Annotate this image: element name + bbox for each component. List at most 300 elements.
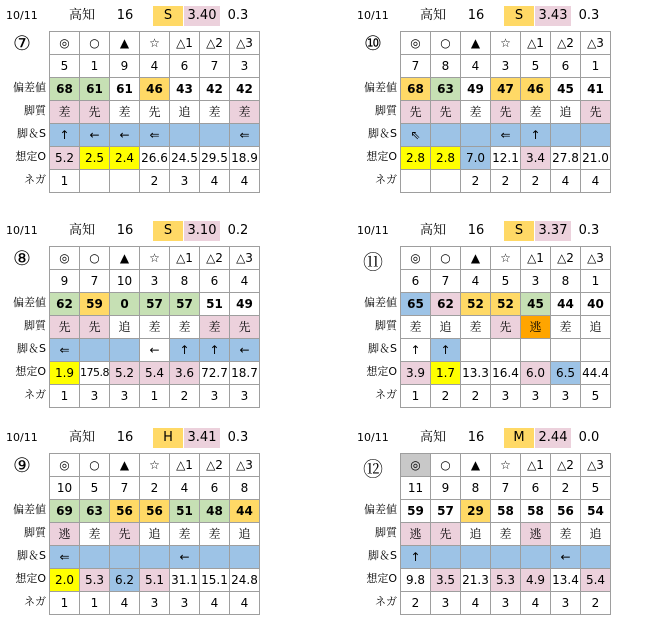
prediction-mark: ☆ [491,454,521,477]
negative-score: 3 [551,592,581,615]
expected-odds: 27.8 [551,147,581,170]
horse-number: 7 [401,55,431,78]
horse-number: 6 [200,270,230,293]
prediction-mark: △3 [581,454,611,477]
flow-arrow: ⇐ [140,124,170,147]
running-style: 逃 [521,316,551,339]
odds-total: 3.43 [535,6,571,26]
horse-number: 9 [50,270,80,293]
running-style: 先 [431,101,461,124]
expected-odds: 2.0 [50,569,80,592]
horse-number: 6 [551,55,581,78]
row-label-dev: 偏差値 [364,296,397,309]
flow-arrow [230,546,260,569]
running-style: 先 [491,316,521,339]
horse-number-row [401,55,611,78]
row-label-dev: 偏差値 [13,81,46,94]
running-style: 追 [110,316,140,339]
running-style: 追 [431,316,461,339]
prediction-mark: △1 [521,32,551,55]
row-label-odds: 想定O [366,572,397,585]
flow-arrow [170,124,200,147]
flow-arrow [80,339,110,362]
negative-score: 1 [140,385,170,408]
horse-number: 2 [551,477,581,500]
row-label-nega: ネガ [375,173,397,186]
flow-arrow: ← [551,546,581,569]
race-card [353,425,663,630]
flow-arrow-row [50,339,260,362]
negative-score: 2 [461,385,491,408]
expected-odds: 18.9 [230,147,260,170]
flow-arrow [461,124,491,147]
negative-score: 3 [491,592,521,615]
negative-score: 4 [581,170,611,193]
running-style: 差 [140,316,170,339]
deviation-value: 48 [200,500,230,523]
running-style: 差 [491,523,521,546]
running-style: 先 [50,316,80,339]
odds-gap: 0.3 [227,430,249,445]
deviation-value: 44 [551,293,581,316]
horse-number: 7 [80,270,110,293]
negative-score: 2 [170,385,200,408]
negative-score: 4 [230,170,260,193]
negative-score: 4 [200,170,230,193]
expected-odds: 18.7 [230,362,260,385]
flow-arrow [80,546,110,569]
horse-number: 6 [401,270,431,293]
expected-odds: 2.8 [401,147,431,170]
negative-score [80,170,110,193]
prediction-mark: △3 [581,32,611,55]
race-table [49,31,260,193]
flow-arrow-row [401,124,611,147]
expected-odds: 16.4 [491,362,521,385]
prediction-mark: ▲ [110,454,140,477]
race-header [353,425,663,449]
flow-arrow: ↑ [401,546,431,569]
negative-score: 2 [491,170,521,193]
flow-arrow: ← [140,339,170,362]
row-label-flow: 脚＆S [17,549,46,562]
prediction-mark-row [50,454,260,477]
flow-arrow [200,546,230,569]
prediction-mark: ◎ [50,454,80,477]
running-style: 先 [140,101,170,124]
runner-count: 16 [467,8,485,23]
race-grade-badge: M [504,428,534,448]
deviation-value: 51 [170,500,200,523]
running-style: 差 [401,316,431,339]
flow-arrow [551,339,581,362]
deviation-value: 49 [230,293,260,316]
negative-score: 4 [521,592,551,615]
expected-odds-row [50,147,260,170]
odds-total: 2.44 [535,428,571,448]
row-label-dev: 偏差値 [364,503,397,516]
negative-score: 2 [581,592,611,615]
deviation-value: 45 [521,293,551,316]
flow-arrow [431,124,461,147]
expected-odds: 13.4 [551,569,581,592]
flow-arrow: ↑ [200,339,230,362]
deviation-value: 65 [401,293,431,316]
flow-arrow: ↑ [170,339,200,362]
running-style: 差 [170,523,200,546]
deviation-value: 69 [50,500,80,523]
expected-odds: 12.1 [491,147,521,170]
running-style: 追 [140,523,170,546]
negative-score: 3 [110,385,140,408]
deviation-value: 57 [140,293,170,316]
race-date: 10/11 [357,224,389,237]
running-style: 差 [110,101,140,124]
running-style: 追 [461,523,491,546]
deviation-value: 61 [80,78,110,101]
expected-odds-row [50,569,260,592]
negative-score: 3 [140,592,170,615]
deviation-value-row [50,500,260,523]
prediction-mark: ☆ [140,247,170,270]
deviation-value: 45 [551,78,581,101]
deviation-value-row [401,78,611,101]
deviation-value: 0 [110,293,140,316]
horse-number: 9 [431,477,461,500]
prediction-mark: ◎ [50,247,80,270]
runner-count: 16 [467,430,485,445]
race-header [353,218,663,242]
prediction-mark-row [50,247,260,270]
running-style: 先 [581,101,611,124]
odds-gap: 0.3 [578,8,600,23]
deviation-value: 61 [110,78,140,101]
running-style-row [401,316,611,339]
running-style: 先 [230,316,260,339]
race-number: ⑪ [363,250,383,274]
flow-arrow: ↑ [50,124,80,147]
prediction-mark: △2 [551,247,581,270]
flow-arrow [521,546,551,569]
prediction-mark: ☆ [491,247,521,270]
running-style-row [401,523,611,546]
deviation-value: 62 [50,293,80,316]
horse-number: 4 [461,55,491,78]
flow-arrow [461,546,491,569]
prediction-mark: ▲ [110,247,140,270]
row-label-odds: 想定O [15,365,46,378]
expected-odds: 2.5 [80,147,110,170]
horse-number: 7 [110,477,140,500]
race-venue: 高知 [419,8,446,23]
race-grade-badge: S [504,221,534,241]
prediction-mark: ☆ [491,32,521,55]
prediction-mark: △2 [551,454,581,477]
negative-score: 3 [491,385,521,408]
runner-count: 16 [467,223,485,238]
negative-score: 3 [551,385,581,408]
prediction-mark: ◎ [401,32,431,55]
deviation-value: 44 [230,500,260,523]
flow-arrow-row [401,339,611,362]
expected-odds: 9.8 [401,569,431,592]
race-table [49,246,260,408]
negative-score: 2 [461,170,491,193]
deviation-value: 68 [401,78,431,101]
race-grade-badge: H [153,428,183,448]
horse-number: 10 [50,477,80,500]
odds-gap: 0.2 [227,223,249,238]
flow-arrow: ← [80,124,110,147]
race-table [49,453,260,615]
deviation-value: 63 [80,500,110,523]
prediction-mark: △3 [230,32,260,55]
horse-number: 8 [230,477,260,500]
running-style: 逃 [521,523,551,546]
horse-number: 1 [80,55,110,78]
flow-arrow: ↑ [521,124,551,147]
odds-total: 3.37 [535,221,571,241]
expected-odds: 4.9 [521,569,551,592]
flow-arrow [140,546,170,569]
flow-arrow: ← [230,339,260,362]
prediction-mark: ▲ [461,247,491,270]
odds-total: 3.10 [184,221,220,241]
race-header [2,425,312,449]
row-label-style: 脚質 [24,104,46,117]
deviation-value-row [401,500,611,523]
horse-number: 4 [461,270,491,293]
prediction-mark-row [401,247,611,270]
horse-number: 2 [140,477,170,500]
horse-number: 1 [581,55,611,78]
running-style: 差 [80,523,110,546]
prediction-mark: △3 [230,247,260,270]
row-label-dev: 偏差値 [364,81,397,94]
horse-number: 7 [200,55,230,78]
running-style: 差 [50,101,80,124]
runner-count: 16 [116,223,134,238]
prediction-mark: ☆ [140,454,170,477]
expected-odds: 5.3 [80,569,110,592]
deviation-value: 42 [200,78,230,101]
prediction-mark: ○ [80,454,110,477]
deviation-value: 51 [200,293,230,316]
negative-score: 3 [170,592,200,615]
expected-odds-row [50,362,260,385]
running-style: 差 [200,316,230,339]
deviation-value: 46 [140,78,170,101]
running-style: 追 [551,101,581,124]
row-label-flow: 脚＆S [368,342,397,355]
race-table [400,246,611,408]
negative-score: 4 [461,592,491,615]
row-label-odds: 想定O [15,150,46,163]
expected-odds: 2.4 [110,147,140,170]
prediction-mark: △2 [551,32,581,55]
deviation-value-row [50,78,260,101]
prediction-mark: ◎ [50,32,80,55]
deviation-value: 57 [170,293,200,316]
running-style-row [50,316,260,339]
deviation-value: 59 [401,500,431,523]
prediction-mark: ▲ [461,454,491,477]
prediction-mark: ○ [431,32,461,55]
deviation-value-row [401,293,611,316]
running-style: 先 [110,523,140,546]
row-label-style: 脚質 [375,319,397,332]
negative-score [431,170,461,193]
prediction-mark: ☆ [140,32,170,55]
horse-number: 1 [581,270,611,293]
expected-odds: 21.0 [581,147,611,170]
race-venue: 高知 [419,223,446,238]
prediction-mark: △2 [200,247,230,270]
row-label-dev: 偏差値 [13,296,46,309]
deviation-value: 57 [431,500,461,523]
prediction-mark: ◎ [401,454,431,477]
race-date: 10/11 [357,431,389,444]
deviation-value: 54 [581,500,611,523]
negative-score: 1 [50,170,80,193]
expected-odds: 6.2 [110,569,140,592]
running-style: 追 [170,101,200,124]
flow-arrow: ⇐ [50,339,80,362]
expected-odds: 3.6 [170,362,200,385]
horse-number-row [401,270,611,293]
horse-number: 7 [491,477,521,500]
running-style: 追 [581,316,611,339]
expected-odds: 5.1 [140,569,170,592]
negative-score: 2 [431,385,461,408]
runner-count: 16 [116,430,134,445]
row-label-odds: 想定O [366,365,397,378]
flow-arrow-row [50,546,260,569]
deviation-value: 56 [110,500,140,523]
horse-number: 5 [521,55,551,78]
negative-score: 3 [170,170,200,193]
horse-number: 6 [521,477,551,500]
row-label-odds: 想定O [366,150,397,163]
deviation-value: 47 [491,78,521,101]
expected-odds: 6.5 [551,362,581,385]
prediction-mark: △2 [200,32,230,55]
deviation-value: 46 [521,78,551,101]
race-number: ⑨ [13,453,31,477]
expected-odds: 15.1 [200,569,230,592]
race-date: 10/11 [357,9,389,22]
horse-number-row [401,477,611,500]
deviation-value: 58 [491,500,521,523]
prediction-mark: △2 [200,454,230,477]
expected-odds: 1.7 [431,362,461,385]
negative-score-row [50,592,260,615]
running-style: 追 [230,523,260,546]
race-venue: 高知 [68,223,95,238]
negative-score: 3 [230,385,260,408]
running-style: 差 [551,316,581,339]
running-style: 差 [461,101,491,124]
flow-arrow: ↑ [431,339,461,362]
negative-score: 2 [521,170,551,193]
prediction-mark-row [50,32,260,55]
horse-number: 3 [491,55,521,78]
running-style: 差 [170,316,200,339]
horse-number: 7 [431,270,461,293]
horse-number: 9 [110,55,140,78]
negative-score-row [50,385,260,408]
flow-arrow [461,339,491,362]
negative-score-row [401,385,611,408]
horse-number: 3 [230,55,260,78]
prediction-mark-row [401,454,611,477]
flow-arrow: ⇐ [230,124,260,147]
expected-odds: 29.5 [200,147,230,170]
deviation-value: 49 [461,78,491,101]
expected-odds: 5.4 [581,569,611,592]
deviation-value: 40 [581,293,611,316]
negative-score-row [401,170,611,193]
prediction-mark: ○ [80,32,110,55]
race-number: ⑧ [13,246,31,270]
running-style: 差 [521,101,551,124]
negative-score: 5 [581,385,611,408]
expected-odds: 3.5 [431,569,461,592]
flow-arrow [581,339,611,362]
row-label-style: 脚質 [24,319,46,332]
deviation-value: 42 [230,78,260,101]
row-label-nega: ネガ [375,388,397,401]
negative-score: 4 [551,170,581,193]
running-style-row [50,101,260,124]
expected-odds: 1.9 [50,362,80,385]
expected-odds-row [401,362,611,385]
prediction-mark: △1 [170,247,200,270]
prediction-mark: △1 [170,32,200,55]
race-number: ⑫ [363,457,383,481]
row-label-dev: 偏差値 [13,503,46,516]
running-style: 差 [200,523,230,546]
running-style: 逃 [401,523,431,546]
prediction-mark: △3 [581,247,611,270]
negative-score: 4 [200,592,230,615]
expected-odds: 24.5 [170,147,200,170]
flow-arrow: ⇐ [491,124,521,147]
prediction-mark: ▲ [110,32,140,55]
horse-number: 5 [80,477,110,500]
race-header [2,3,312,27]
deviation-value-row [50,293,260,316]
horse-number: 5 [50,55,80,78]
negative-score [401,170,431,193]
row-label-nega: ネガ [375,595,397,608]
deviation-value: 56 [140,500,170,523]
running-style: 逃 [50,523,80,546]
prediction-mark: △1 [521,454,551,477]
deviation-value: 41 [581,78,611,101]
negative-score: 3 [431,592,461,615]
negative-score: 1 [80,592,110,615]
expected-odds: 24.8 [230,569,260,592]
race-table [400,31,611,193]
running-style: 差 [461,316,491,339]
race-grade-badge: S [153,221,183,241]
deviation-value: 29 [461,500,491,523]
horse-number-row [50,55,260,78]
horse-number: 11 [401,477,431,500]
negative-score: 2 [401,592,431,615]
expected-odds: 7.0 [461,147,491,170]
